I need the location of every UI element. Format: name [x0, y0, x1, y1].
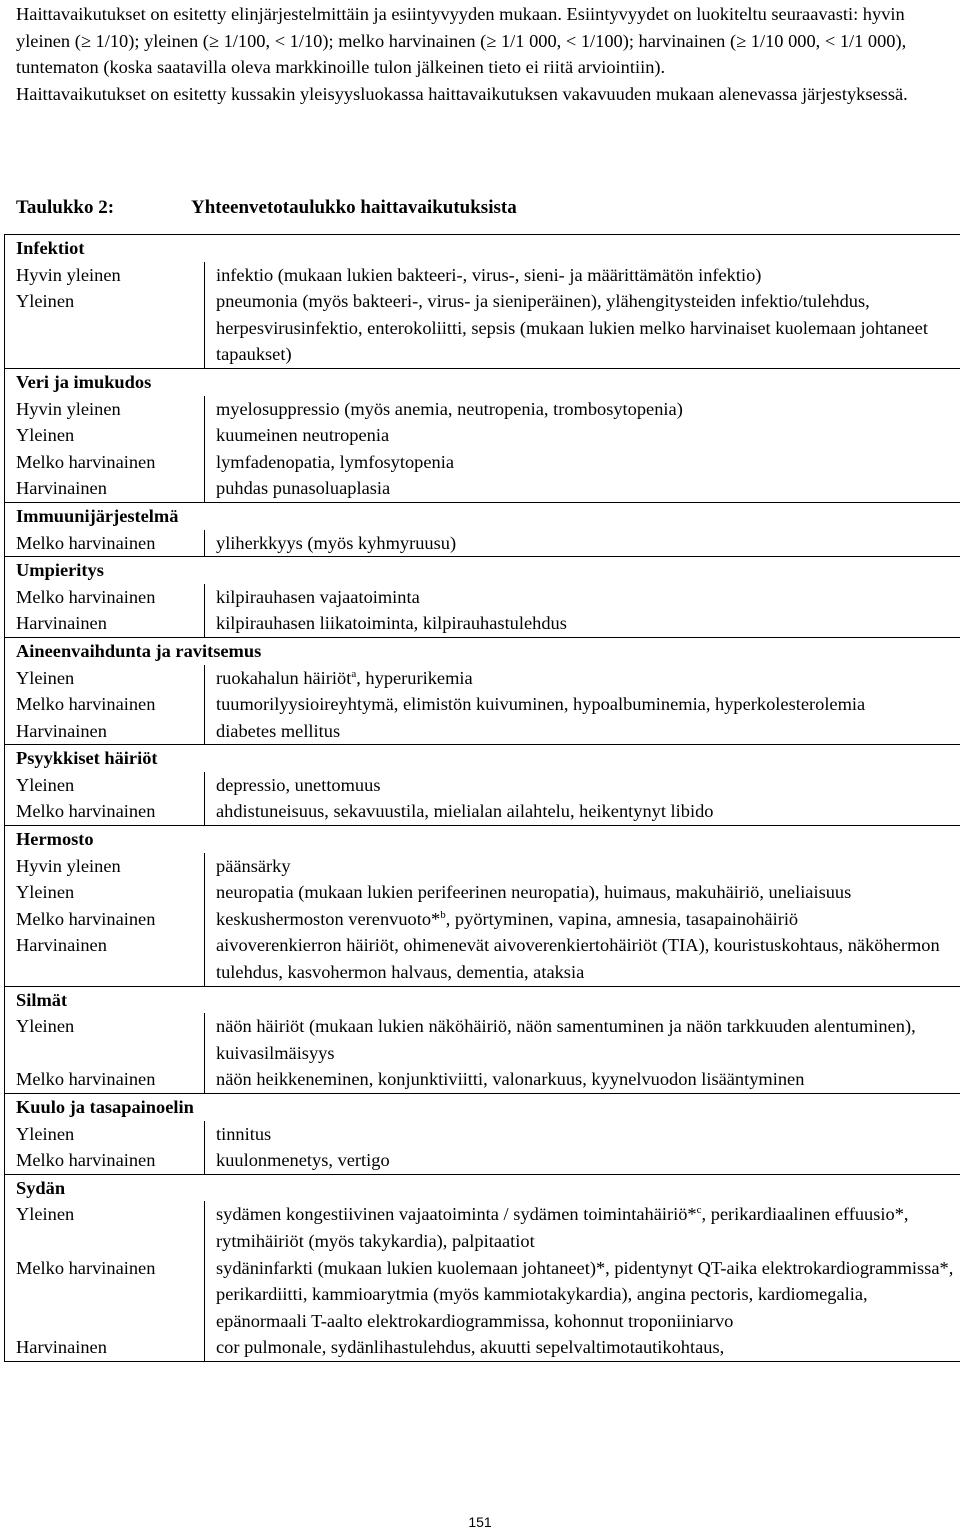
- table-row: [5, 879, 960, 906]
- section-heading: Kuulo ja tasapainoelin: [5, 1094, 960, 1121]
- section-heading: Psyykkiset häiriöt: [5, 745, 960, 772]
- section-heading: Hermosto: [5, 826, 960, 853]
- effect-text: sydämen kongestiivinen vajaatoiminta / sydämen toimintahäiriö*: [216, 1204, 697, 1224]
- footnote-marker: b: [440, 909, 446, 921]
- table-row: [5, 718, 960, 745]
- footnote-marker: a: [351, 668, 356, 680]
- frequency-cell: Melko harvinainen: [5, 1147, 205, 1174]
- effect-text: lymfadenopatia, lymfosytopenia: [216, 452, 454, 472]
- effect-text-continued: , hyperurikemia: [356, 668, 472, 688]
- table-row: [5, 798, 960, 825]
- section-row: [5, 235, 960, 262]
- effect-cell: [205, 906, 960, 933]
- frequency-cell: Hyvin yleinen: [5, 396, 205, 423]
- effect-text: infektio (mukaan lukien bakteeri-, virus-, sieni- ja määrittämätön infektio): [216, 265, 761, 285]
- frequency-cell: Yleinen: [5, 665, 205, 692]
- adverse-effects-table: [4, 234, 960, 1362]
- frequency-cell: Hyvin yleinen: [5, 853, 205, 880]
- adverse-effects-table-body: [5, 235, 960, 1362]
- effect-text: tuumorilyysioireyhtymä, elimistön kuivuminen, hypoalbuminemia, hyperkolesterolemia: [216, 694, 865, 714]
- effect-text: keskushermoston verenvuoto*: [216, 909, 440, 929]
- effect-text: cor pulmonale, sydänlihastulehdus, akuutti sepelvaltimotautikohtaus,: [216, 1337, 724, 1357]
- effect-cell: [205, 449, 960, 476]
- effect-cell: [205, 1255, 960, 1335]
- effect-cell: [205, 932, 960, 986]
- effect-cell: [205, 1201, 960, 1254]
- table-row: [5, 475, 960, 502]
- effect-cell: [205, 288, 960, 368]
- effect-cell: [205, 879, 960, 906]
- effect-text: ahdistuneisuus, sekavuustila, mielialan ailahtelu, heikentynyt libido: [216, 801, 713, 821]
- frequency-cell: Yleinen: [5, 1201, 205, 1254]
- section-row: [5, 637, 960, 664]
- frequency-cell: Yleinen: [5, 422, 205, 449]
- table-row: [5, 530, 960, 557]
- frequency-cell: Harvinainen: [5, 718, 205, 745]
- effect-cell: [205, 665, 960, 692]
- effect-cell: [205, 1121, 960, 1148]
- effect-text: sydäninfarkti (mukaan lukien kuolemaan johtaneet)*, pidentynyt QT-aika elektrokardiogrammissa*, perikardiitti, kammioarytmia (myös kammiotakykardia), angina pectoris, kardiomegalia, epänormaali T-aalto elektrokardiogrammissa, kohonnut troponiiniarvo: [216, 1258, 953, 1331]
- effect-text: tinnitus: [216, 1124, 271, 1144]
- section-heading: Sydän: [5, 1174, 960, 1201]
- frequency-cell: Melko harvinainen: [5, 449, 205, 476]
- effect-cell: [205, 584, 960, 611]
- effect-cell: [205, 1147, 960, 1174]
- table-row: [5, 288, 960, 368]
- intro-text: [16, 1, 951, 107]
- table-row: [5, 396, 960, 423]
- frequency-cell: Harvinainen: [5, 1334, 205, 1361]
- effect-text: näön heikkeneminen, konjunktiviitti, valonarkuus, kyynelvuodon lisääntyminen: [216, 1069, 804, 1089]
- frequency-cell: Yleinen: [5, 288, 205, 368]
- table-row: [5, 853, 960, 880]
- effect-text: puhdas punasoluaplasia: [216, 478, 390, 498]
- effect-text: kilpirauhasen liikatoiminta, kilpirauhastulehdus: [216, 613, 567, 633]
- intro-paragraph-1: Haittavaikutukset on esitetty elinjärjestelmittäin ja esiintyvyyden mukaan. Esiintyvyydet on luokiteltu seuraavasti: hyvin yleinen (≥ 1/10); yleinen (≥ 1/100, < 1/10); melko harvinainen (≥ 1/1 000, < 1/100); harvinainen (≥ 1/10 000, < 1/1 000), tuntematon (koska saatavilla oleva markkinoille tulon jälkeinen tieto ei riitä arviointiin).: [16, 1, 951, 81]
- table-row: [5, 1147, 960, 1174]
- effect-text: depressio, unettomuus: [216, 775, 380, 795]
- table-row: [5, 449, 960, 476]
- effect-cell: [205, 396, 960, 423]
- effect-text: aivoverenkierron häiriöt, ohimenevät aivoverenkiertohäiriöt (TIA), kouristuskohtaus, näköhermon tulehdus, kasvohermon halvaus, dementia, ataksia: [216, 935, 940, 982]
- effect-text: kuulonmenetys, vertigo: [216, 1150, 390, 1170]
- effect-text: kuumeinen neutropenia: [216, 425, 389, 445]
- effect-text: päänsärky: [216, 856, 291, 876]
- table-row: [5, 906, 960, 933]
- section-heading: Aineenvaihdunta ja ravitsemus: [5, 637, 960, 664]
- section-heading: Umpieritys: [5, 557, 960, 584]
- effect-text: pneumonia (myös bakteeri-, virus- ja sieniperäinen), ylähengitysteiden infektio/tulehdus, herpesvirusinfektio, enterokoliitti, sepsis (mukaan lukien melko harvinaiset kuolemaan johtaneet tapaukset): [216, 291, 928, 364]
- effect-text: myelosuppressio (myös anemia, neutropenia, trombosytopenia): [216, 399, 683, 419]
- frequency-cell: Yleinen: [5, 772, 205, 799]
- effect-cell: [205, 1334, 960, 1361]
- section-row: [5, 745, 960, 772]
- effect-cell: [205, 530, 960, 557]
- frequency-cell: Melko harvinainen: [5, 1066, 205, 1093]
- frequency-cell: Melko harvinainen: [5, 906, 205, 933]
- table-row: [5, 422, 960, 449]
- section-row: [5, 1094, 960, 1121]
- table-row: [5, 772, 960, 799]
- table-caption: [16, 195, 517, 222]
- effect-cell: [205, 853, 960, 880]
- effect-cell: [205, 1066, 960, 1093]
- section-heading: Infektiot: [5, 235, 960, 262]
- frequency-cell: Yleinen: [5, 879, 205, 906]
- effect-text: kilpirauhasen vajaatoiminta: [216, 587, 420, 607]
- table-row: [5, 1066, 960, 1093]
- table-row: [5, 584, 960, 611]
- frequency-cell: Melko harvinainen: [5, 798, 205, 825]
- frequency-cell: Melko harvinainen: [5, 584, 205, 611]
- frequency-cell: Yleinen: [5, 1121, 205, 1148]
- page-number: 151: [0, 1509, 960, 1536]
- intro-paragraph-2: Haittavaikutukset on esitetty kussakin yleisyysluokassa haittavaikutuksen vakavuuden mukaan alenevassa järjestyksessä.: [16, 81, 951, 108]
- frequency-cell: Melko harvinainen: [5, 530, 205, 557]
- effect-text: ruokahalun häiriöt: [216, 668, 351, 688]
- table-row: [5, 1334, 960, 1361]
- effect-cell: [205, 610, 960, 637]
- table-row: [5, 1255, 960, 1335]
- section-row: [5, 502, 960, 529]
- effect-cell: [205, 798, 960, 825]
- frequency-cell: Harvinainen: [5, 610, 205, 637]
- frequency-cell: Melko harvinainen: [5, 691, 205, 718]
- frequency-cell: Yleinen: [5, 1013, 205, 1066]
- section-row: [5, 557, 960, 584]
- effect-text: näön häiriöt (mukaan lukien näköhäiriö, näön samentuminen ja näön tarkkuuden alentuminen), kuivasilmäisyys: [216, 1016, 916, 1063]
- table-row: [5, 1201, 960, 1254]
- frequency-cell: Hyvin yleinen: [5, 262, 205, 289]
- section-row: [5, 986, 960, 1013]
- effect-text: diabetes mellitus: [216, 721, 340, 741]
- table-row: [5, 691, 960, 718]
- effect-text-continued: , pyörtyminen, vapina, amnesia, tasapainohäiriö: [446, 909, 798, 929]
- table-row: [5, 1013, 960, 1066]
- effect-text: yliherkkyys (myös kyhmyruusu): [216, 533, 456, 553]
- frequency-cell: Melko harvinainen: [5, 1255, 205, 1335]
- effect-cell: [205, 772, 960, 799]
- table-row: [5, 932, 960, 986]
- effect-cell: [205, 691, 960, 718]
- table-caption-label: Taulukko 2:: [16, 195, 191, 222]
- table-row: [5, 610, 960, 637]
- section-heading: Immuunijärjestelmä: [5, 502, 960, 529]
- table-row: [5, 262, 960, 289]
- section-heading: Silmät: [5, 986, 960, 1013]
- section-row: [5, 368, 960, 395]
- effect-cell: [205, 422, 960, 449]
- table-row: [5, 1121, 960, 1148]
- table-caption-title: Yhteenvetotaulukko haittavaikutuksista: [191, 197, 517, 218]
- effect-text: neuropatia (mukaan lukien perifeerinen neuropatia), huimaus, makuhäiriö, uneliaisuus: [216, 882, 851, 902]
- effect-cell: [205, 1013, 960, 1066]
- section-row: [5, 826, 960, 853]
- effect-cell: [205, 262, 960, 289]
- section-row: [5, 1174, 960, 1201]
- footnote-marker: c: [697, 1204, 702, 1216]
- frequency-cell: Harvinainen: [5, 932, 205, 986]
- effect-text-continued: , perikardiaalinen effuusio*, rytmihäiriöt (myös takykardia), palpitaatiot: [216, 1204, 909, 1251]
- table-row: [5, 665, 960, 692]
- frequency-cell: Harvinainen: [5, 475, 205, 502]
- effect-cell: [205, 718, 960, 745]
- section-heading: Veri ja imukudos: [5, 368, 960, 395]
- effect-cell: [205, 475, 960, 502]
